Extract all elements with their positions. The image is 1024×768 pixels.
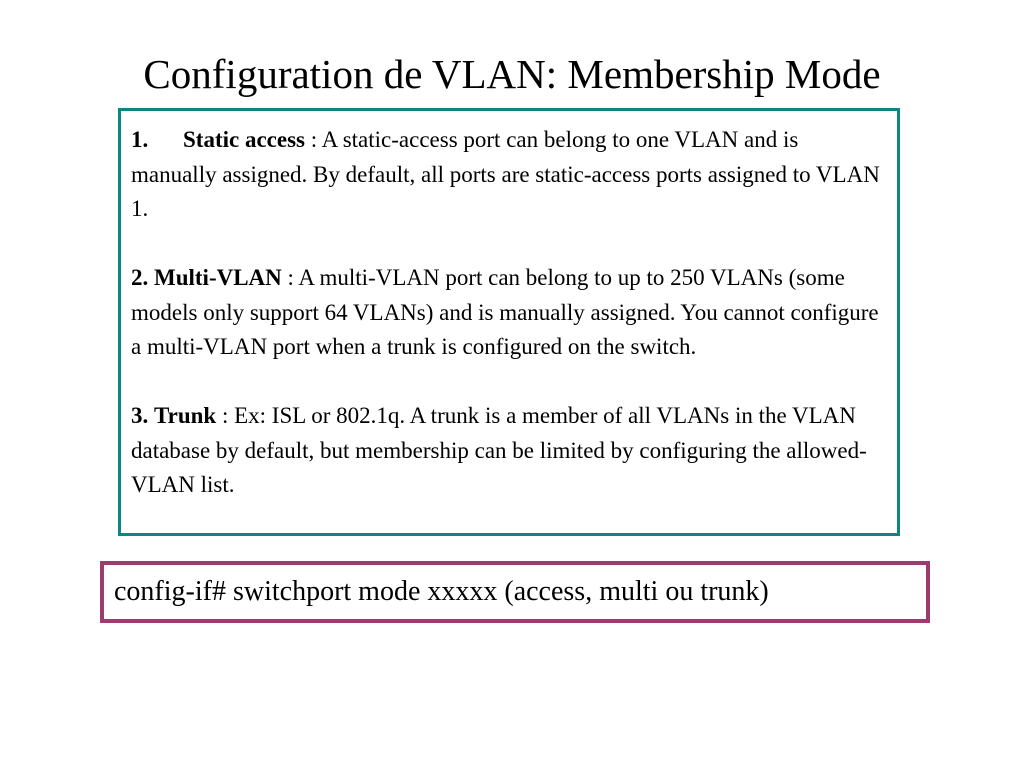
item-term: Static access: [183, 127, 305, 152]
list-item-static-access: [131, 123, 887, 227]
list-item-trunk: [131, 399, 887, 503]
command-box: config-if# switchport mode xxxxx (access, multi ou trunk): [100, 561, 930, 623]
slide-title: Configuration de VLAN: Membership Mode: [143, 51, 881, 97]
membership-modes-box: [118, 108, 900, 536]
item-number: 1.: [131, 127, 149, 152]
item-number: 3.: [131, 403, 149, 428]
item-number: 2.: [131, 265, 149, 290]
list-item-multi-vlan: [131, 261, 887, 365]
item-description: : A multi-VLAN port can belong to up to 250 VLANs (some models only support 64 VLANs) and is manually assigned. You cannot configure a multi-VLAN port when a trunk is configured on the switch.: [131, 265, 879, 359]
item-term: Trunk: [154, 403, 217, 428]
item-description: : A static-access port can belong to one VLAN and is manually assigned. By default, all ports are static-access ports assigned to VLAN 1.: [131, 127, 880, 221]
item-term: Multi-VLAN: [154, 265, 282, 290]
item-description: : Ex: ISL or 802.1q. A trunk is a member of all VLANs in the VLAN database by default, but membership can be limited by configuring the allowed-VLAN list.: [131, 403, 867, 497]
